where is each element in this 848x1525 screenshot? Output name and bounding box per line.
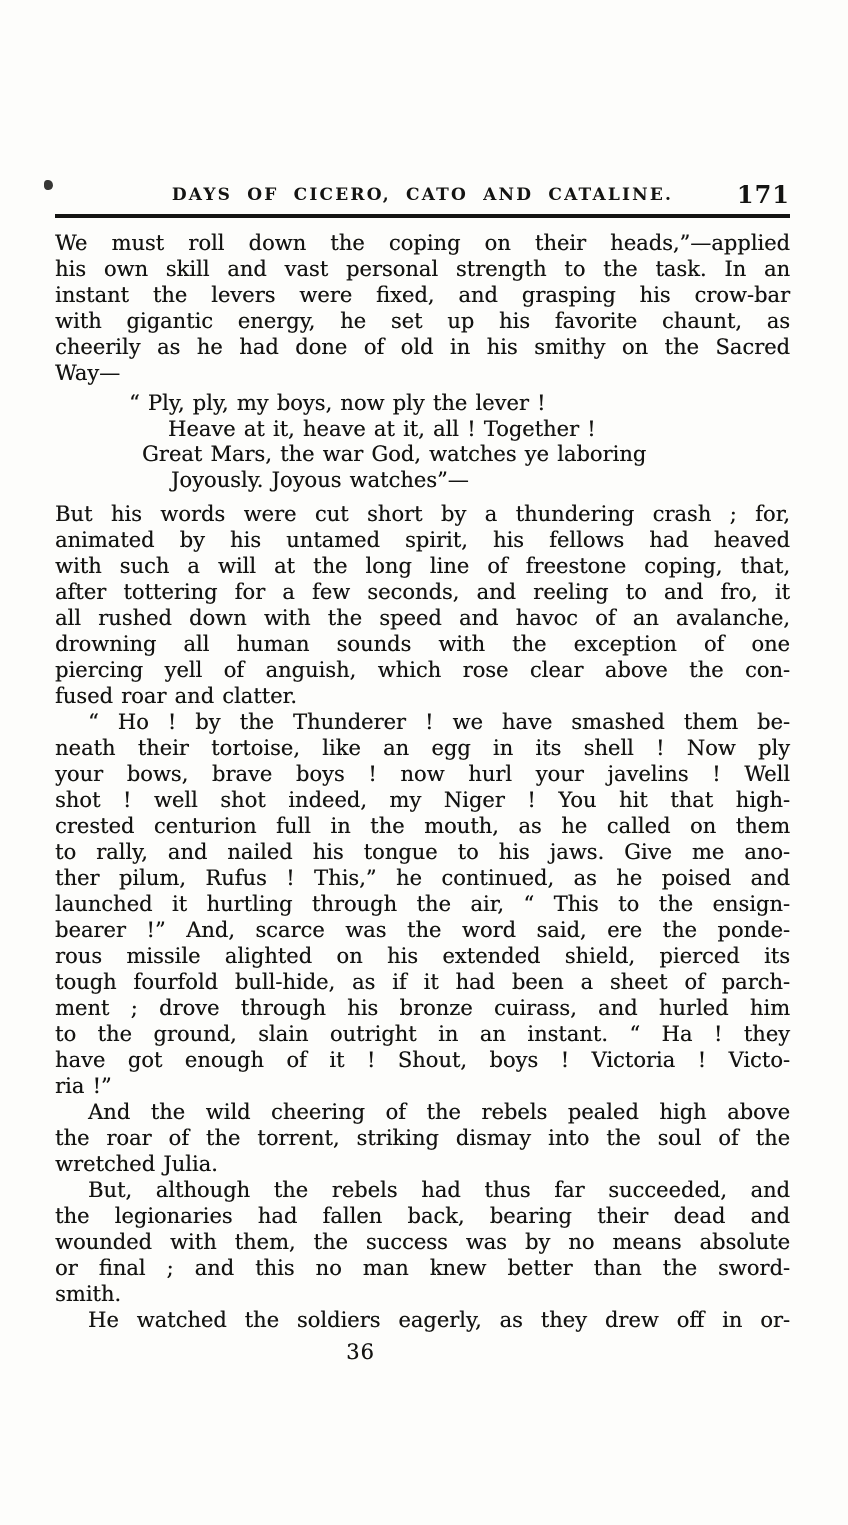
- text-line: after tottering for a few seconds, and reeling to and fro, it: [55, 580, 790, 604]
- paragraph: [55, 1307, 790, 1333]
- text-line: his own skill and vast personal strength to the task. In an: [55, 257, 790, 281]
- text-line: your bows, brave boys ! now hurl your javelins ! Well: [55, 762, 790, 786]
- text-line: He watched the soldiers eagerly, as they drew off in or-: [88, 1308, 790, 1332]
- text-line: Heave at it, heave at it, all ! Together !: [168, 416, 596, 441]
- text-line: neath their tortoise, like an egg in its shell ! Now ply: [55, 736, 790, 760]
- text-line: to rally, and nailed his tongue to his jaws. Give me ano-: [55, 840, 790, 864]
- text-line: cheerily as he had done of old in his smithy on the Sacred: [55, 335, 790, 359]
- ink-speck: [44, 180, 53, 190]
- text-line: Way—: [55, 361, 121, 385]
- text-line: have got enough of it ! Shout, boys ! Victoria ! Victo-: [55, 1048, 790, 1072]
- text-line: to the ground, slain outright in an instant. “ Ha ! they: [55, 1022, 790, 1046]
- text-line: wounded with them, the success was by no means absolute: [55, 1230, 790, 1254]
- text-line: “ Ho ! by the Thunderer ! we have smashed them be-: [88, 710, 790, 734]
- header-rule: [55, 214, 790, 218]
- text-line: ther pilum, Rufus ! This,” he continued, as he poised and: [55, 866, 790, 890]
- page-number: 171: [736, 180, 790, 209]
- text-line: or final ; and this no man knew better than the sword-: [55, 1256, 790, 1280]
- paragraph: [55, 1177, 790, 1307]
- signature-mark: 36: [346, 1340, 375, 1364]
- text-line: ria !”: [55, 1074, 112, 1098]
- page-content: [55, 180, 790, 1364]
- text-line: with gigantic energy, he set up his favorite chaunt, as: [55, 309, 790, 333]
- text-line: Great Mars, the war God, watches ye laboring: [142, 442, 647, 466]
- text-line: wretched Julia.: [55, 1152, 218, 1176]
- text-line: all rushed down with the speed and havoc of an avalanche,: [55, 606, 790, 630]
- text-line: ment ; drove through his bronze cuirass, and hurled him: [55, 996, 790, 1020]
- running-head-title: DAYS OF CICERO, CATO AND CATALINE.: [171, 185, 674, 205]
- text-line: shot ! well shot indeed, my Niger ! You hit that high-: [55, 788, 790, 812]
- text-line: the legionaries had fallen back, bearing their dead and: [55, 1204, 790, 1228]
- text-line: We must roll down the coping on their heads,”—applied: [55, 231, 790, 255]
- paragraph: [55, 709, 790, 1099]
- text-line: animated by his untamed spirit, his fellows had heaved: [55, 528, 790, 552]
- text-line: rous missile alighted on his extended shield, pierced its: [55, 944, 790, 968]
- text-line: And the wild cheering of the rebels pealed high above: [88, 1100, 790, 1124]
- text-line: smith.: [55, 1282, 122, 1306]
- paragraph: [55, 1099, 790, 1177]
- text-line: bearer !” And, scarce was the word said, ere the ponde-: [55, 918, 790, 942]
- text-line: tough fourfold bull-hide, as if it had been a sheet of parch-: [55, 970, 790, 994]
- text-line: But his words were cut short by a thundering crash ; for,: [55, 502, 790, 526]
- text-line: “ Ply, ply, my boys, now ply the lever !: [129, 391, 546, 415]
- paragraph: [55, 230, 790, 386]
- text-line: instant the levers were fixed, and grasping his crow-bar: [55, 283, 790, 307]
- text-line: launched it hurtling through the air, “ This to the ensign-: [55, 892, 790, 916]
- text-line: crested centurion full in the mouth, as he called on them: [55, 814, 790, 838]
- paragraph: [55, 501, 790, 709]
- text-line: But, although the rebels had thus far succeeded, and: [88, 1178, 790, 1202]
- text-line: piercing yell of anguish, which rose clear above the con-: [55, 658, 790, 682]
- text-line: with such a will at the long line of freestone coping, that,: [55, 554, 790, 578]
- page-body: [55, 230, 790, 1333]
- text-line: drowning all human sounds with the exception of one: [55, 632, 790, 656]
- text-line: Joyously. Joyous watches”—: [171, 467, 469, 492]
- verse-block: [55, 391, 790, 493]
- text-line: the roar of the torrent, striking dismay into the soul of the: [55, 1126, 790, 1150]
- page-header: [55, 180, 790, 209]
- text-line: fused roar and clatter.: [55, 684, 297, 708]
